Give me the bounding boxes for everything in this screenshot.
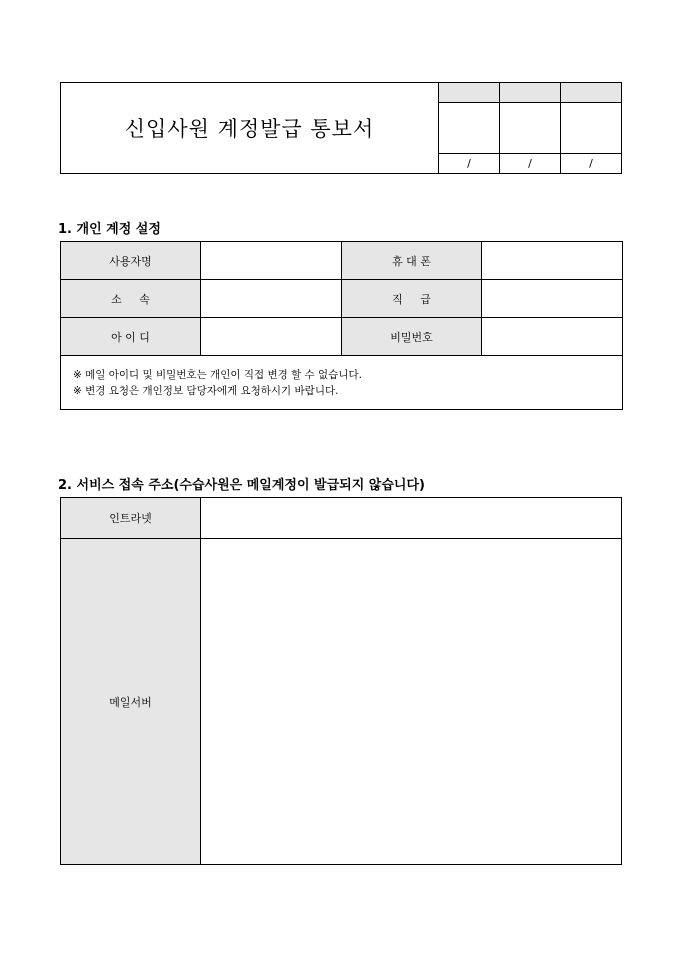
approval-date-field[interactable]: / [500, 153, 561, 173]
approval-date-field[interactable]: / [439, 153, 500, 173]
note-line: ※ 변경 요청은 개인정보 담당자에게 요청하시기 바랍니다. [73, 384, 339, 397]
mobile-field[interactable] [482, 242, 623, 280]
document-title: 신입사원 계정발급 통보서 [61, 83, 439, 174]
approval-signature-box[interactable] [500, 103, 561, 154]
approval-header-cell [500, 83, 561, 103]
mobile-label: 휴 대 폰 [342, 242, 482, 280]
username-label: 사용자명 [61, 242, 201, 280]
account-settings-table [60, 241, 623, 410]
approval-header-cell [561, 83, 622, 103]
section1-heading: 1. 개인 계정 설정 [58, 222, 161, 237]
mail-server-label: 메일서버 [61, 539, 201, 865]
password-field[interactable] [482, 318, 623, 356]
service-address-table [60, 497, 622, 865]
position-label: 직 급 [342, 280, 482, 318]
user-id-label: 아 이 디 [61, 318, 201, 356]
intranet-label: 인트라넷 [61, 498, 201, 539]
password-label: 비밀번호 [342, 318, 482, 356]
note-line: ※ 메일 아이디 및 비밀번호는 개인이 직접 변경 할 수 없습니다. [73, 368, 362, 381]
account-notes [61, 356, 623, 410]
intranet-address-field[interactable] [201, 498, 622, 539]
user-id-field[interactable] [201, 318, 342, 356]
approval-signature-box[interactable] [561, 103, 622, 154]
department-label: 소 속 [61, 280, 201, 318]
position-field[interactable] [482, 280, 623, 318]
approval-signature-box[interactable] [439, 103, 500, 154]
mail-server-address-field[interactable] [201, 539, 622, 865]
department-field[interactable] [201, 280, 342, 318]
username-field[interactable] [201, 242, 342, 280]
approval-date-field[interactable]: / [561, 153, 622, 173]
approval-header-cell [439, 83, 500, 103]
document-header [60, 82, 622, 174]
section2-heading: 2. 서비스 접속 주소(수습사원은 메일계정이 발급되지 않습니다) [58, 478, 425, 493]
